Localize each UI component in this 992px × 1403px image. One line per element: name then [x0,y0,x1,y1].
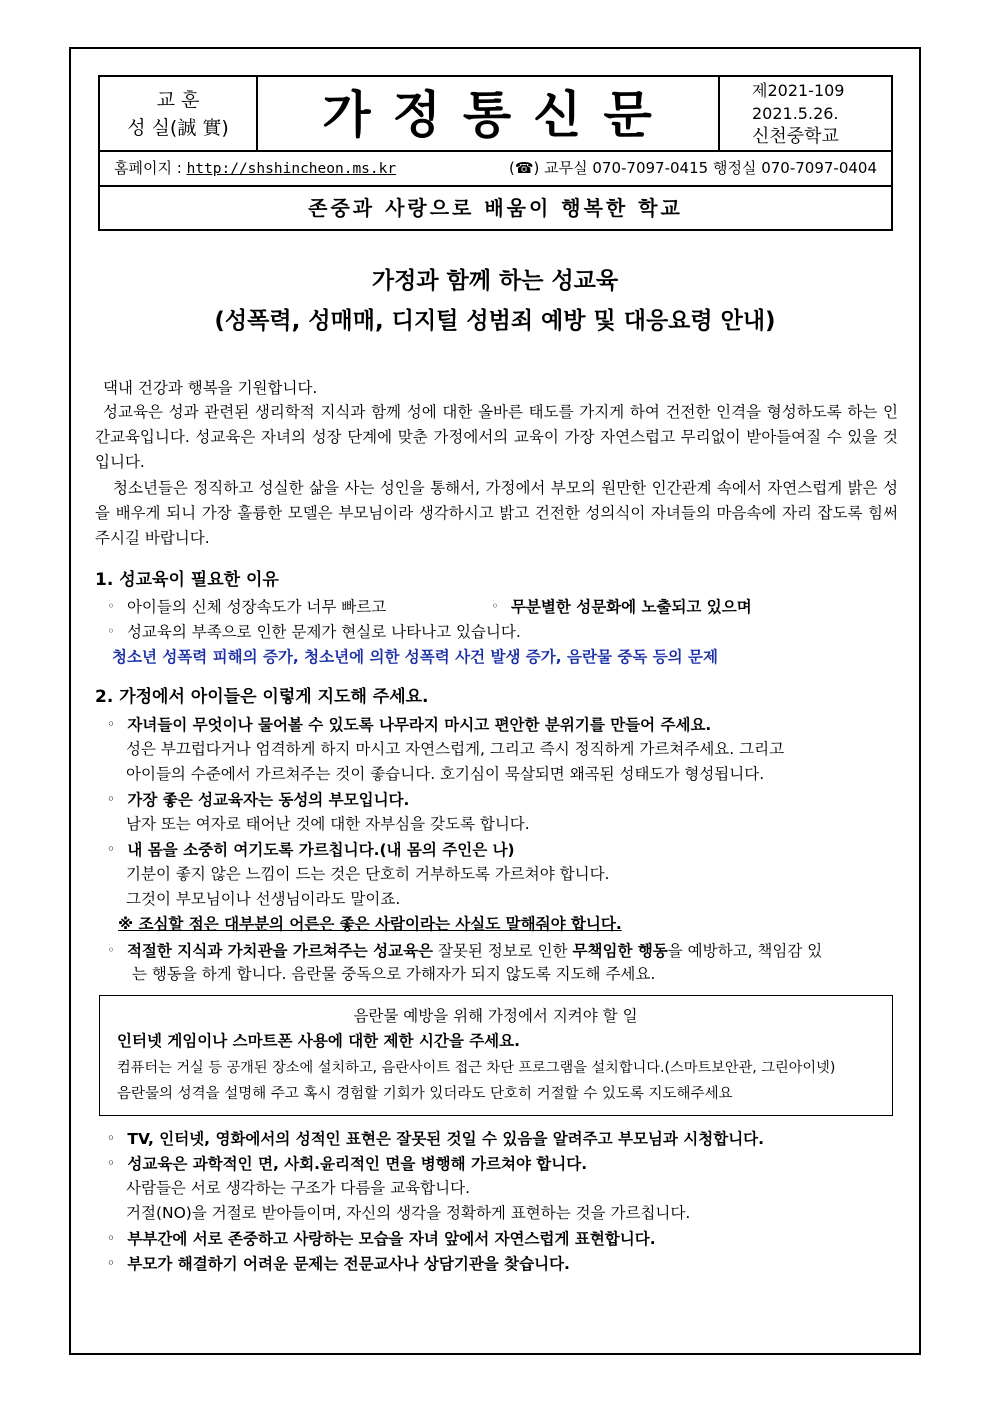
phone-numbers: (☎) 교무실 070-7097-0415 행정실 070-7097-0404 [508,159,877,177]
homepage-label: 홈페이지 : [114,159,182,177]
document-subtitle: (성폭력, 성매매, 디지털 성범죄 예방 및 대응요령 안내) [214,308,776,334]
tip-d-part3: 무책임한 행동 [572,942,668,960]
tip-f-title: 성교육은 과학적인 면, 사회.윤리적인 면을 병행해 가르쳐야 합니다. [127,1155,588,1173]
bullet-icon: ◦ [107,599,115,613]
problem-highlight: 청소년 성폭력 피해의 증가, 청소년에 의한 성폭력 사건 발생 증가, 음란물 중독 등의 문제 [112,648,718,666]
tip-d-part2: 잘못된 정보로 인한 [437,942,568,960]
issue-number: 제2021-109 [752,81,845,100]
tip-a-line1: 성은 부끄럽다거나 엄격하게 하지 마시고 자연스럽게, 그리고 즉시 정직하게 가르쳐주세요. 그리고 [126,740,785,758]
tip-d-part4: 을 예방하고, 책임감 있 [667,942,823,960]
prevention-item-1: 인터넷 게임이나 스마트폰 사용에 대한 제한 시간을 주세요. [117,1032,521,1050]
bullet-icon: ◦ [107,1231,115,1245]
school-slogan: 존중과 사랑으로 배움이 행복한 학교 [308,196,683,220]
bullet-icon: ◦ [107,1131,115,1145]
tip-g: 부부간에 서로 존중하고 사랑하는 모습을 자녀 앞에서 자연스럽게 표현합니다. [127,1230,656,1248]
homepage-link[interactable]: http://shshincheon.ms.kr [186,161,397,177]
list-item [100,938,822,963]
bullet-icon: ◦ [107,943,115,957]
tip-f-line2: 거절(NO)을 거절로 받아들이며, 자신의 생각을 정확하게 표현하는 것을 가르칩니다. [126,1204,691,1222]
reason-1a: 아이들의 신체 성장속도가 너무 빠르고 [126,598,387,616]
motto-value: 성 실(誠 實) [127,117,229,139]
list-item [100,787,409,812]
document-title: 가정과 함께 하는 성교육 [371,268,619,294]
tip-b-title: 가장 좋은 성교육자는 동성의 부모입니다. [127,791,410,809]
tip-f-line1: 사람들은 서로 생각하는 구조가 다름을 교육합니다. [126,1179,470,1197]
list-item [100,837,515,862]
newsletter-title: 가정통신문 [258,77,718,152]
motto-label: 교 훈 [156,89,200,111]
tip-a-line2: 아이들의 수준에서 가르쳐주는 것이 좋습니다. 호기심이 묵살되면 왜곡된 성태도가 형성됩니다. [126,765,765,783]
bullet-icon: ◦ [107,717,115,731]
newsletter-header [98,75,893,231]
intro-paragraph-2: 청소년들은 정직하고 성실한 삶을 사는 성인을 통해서, 가정에서 부모의 원만한 인간관계 속에서 자연스럽게 밝은 성을 배우게 되니 가장 훌륭한 모델은 부모님이라 생각하시고 밝고 건전한 성의식이 자녀들의 마음속에 자리 잡도록 힘써주시길 바랍니다. [95,479,898,547]
bullet-icon: ◦ [107,842,115,856]
tip-a-title: 자녀들이 무엇이나 물어볼 수 있도록 나무라지 마시고 편안한 분위기를 만들어 주세요. [127,716,712,734]
homepage [114,152,396,186]
list-item [484,594,752,619]
tip-h: 부모가 해결하기 어려운 문제는 전문교사나 상담기관을 찾습니다. [127,1255,570,1273]
list-item [100,1151,587,1176]
bullet-icon: ◦ [107,1156,115,1170]
list-item [100,594,386,619]
tip-c-title: 내 몸을 소중히 여기도록 가르칩니다.(내 몸의 주인은 나) [127,841,515,859]
bullet-icon: ◦ [491,599,499,613]
tip-d-line2: 는 행동을 하게 합니다. 음란물 중독으로 가해자가 되지 않도록 지도해 주세요. [132,965,656,983]
list-item [100,619,521,644]
bullet-icon: ◦ [107,1256,115,1270]
prevention-box-title: 음란물 예방을 위해 가정에서 지켜야 할 일 [353,1007,638,1025]
school-name: 신천중학교 [752,126,839,147]
intro-paragraph-1: 성교육은 성과 관련된 생리학적 지식과 함께 성에 대한 올바른 태도를 가지게 하여 건전한 인격을 형성하도록 하는 인간교육입니다. 성교육은 자녀의 성장 단계에 맞춘 가정에서의 교육이 가장 자연스럽고 무리없이 받아들여질 수 있을 것입니다. [95,403,898,471]
issue-info [718,77,891,152]
prevention-item-3: 음란물의 성격을 설명해 주고 혹시 경험할 기회가 있더라도 단호히 거절할 수 있도록 지도해주세요 [117,1086,733,1102]
intro-greeting: 댁내 건강과 행복을 기원합니다. [103,379,318,397]
reason-2: 성교육의 부족으로 인한 문제가 현실로 나타나고 있습니다. [126,623,521,641]
prevention-item-2: 컴퓨터는 거실 등 공개된 장소에 설치하고, 음란사이트 접근 차단 프로그램을 설치합니다.(스마트보안관, 그린아이넷) [117,1060,836,1076]
bullet-icon: ◦ [107,624,115,638]
bullet-icon: ◦ [107,792,115,806]
prevention-box [99,995,893,1116]
list-item [100,712,711,737]
tip-c-line2: 그것이 부모님이나 선생님이라도 말이죠. [126,890,401,908]
tip-c-line1: 기분이 좋지 않은 느낌이 드는 것은 단호히 거부하도록 가르쳐야 합니다. [126,865,610,883]
contact-row [100,152,891,187]
issue-date: 2021.5.26. [752,104,839,123]
school-motto [100,77,258,152]
tip-b-line1: 남자 또는 여자로 태어난 것에 대한 자부심을 갖도록 합니다. [126,815,530,833]
reason-1b: 무분별한 성문화에 노출되고 있으며 [510,598,752,616]
tip-c-note: ※ 조심할 점은 대부분의 어른은 좋은 사람이라는 사실도 말해줘야 합니다. [118,915,622,933]
list-item [100,1126,764,1151]
section2-heading: 2. 가정에서 아이들은 이렇게 지도해 주세요. [95,687,429,707]
tip-e: TV, 인터넷, 영화에서의 성적인 표현은 잘못된 것일 수 있음을 알려주고 부모님과 시청합니다. [127,1130,765,1148]
list-item [100,1226,656,1251]
list-item [100,1251,570,1276]
tip-d-part1: 적절한 지식과 가치관을 가르쳐주는 성교육은 [126,942,434,960]
section1-heading: 1. 성교육이 필요한 이유 [95,570,279,590]
